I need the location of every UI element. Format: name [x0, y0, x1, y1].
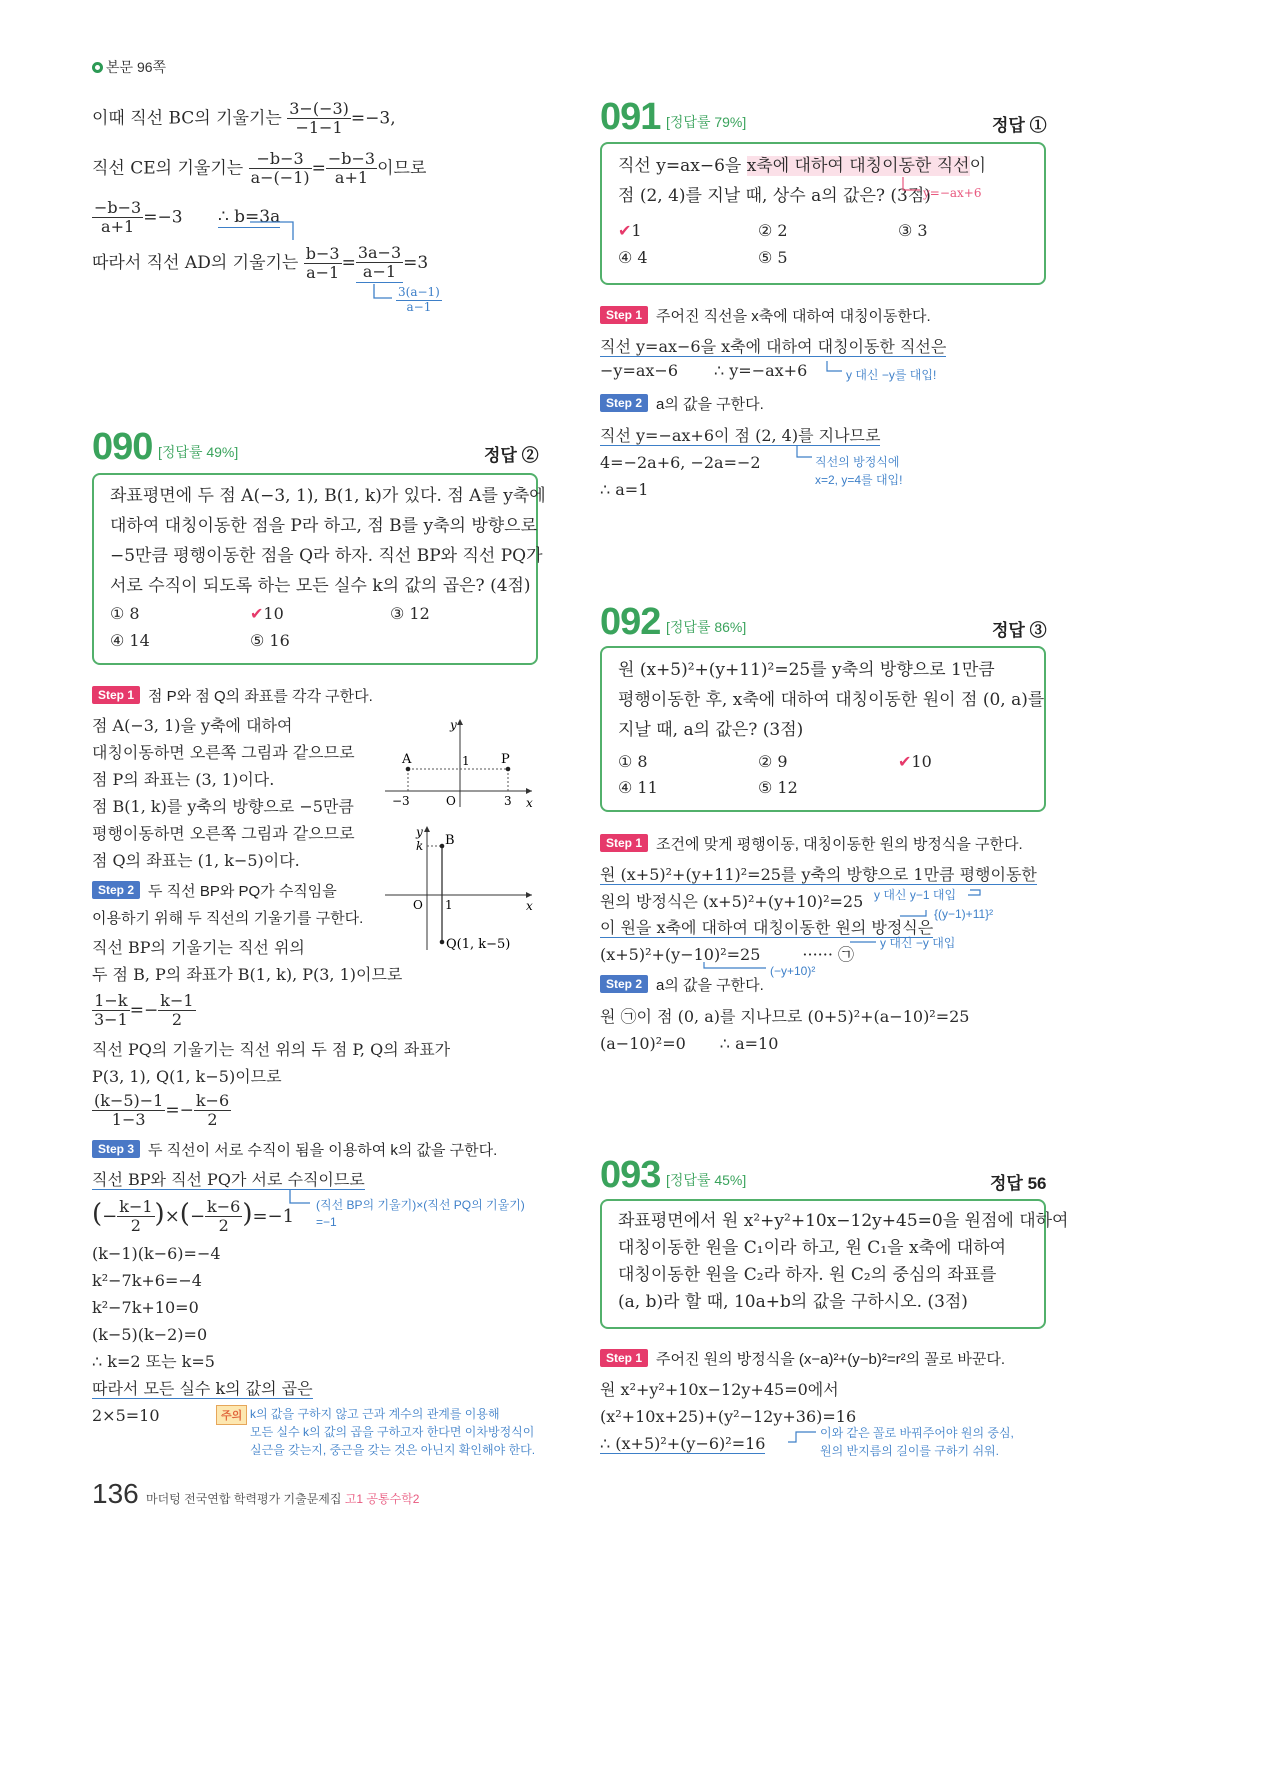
- caution-text: k의 값을 구하지 않고 근과 계수의 관계를 이용해 모든 실수 k의 값의 곱을 구하고자 한다면 이차방정식이 실근을 갖는지, 중근을 갖는 것은 아닌지 확인해야 한다.: [250, 1407, 536, 1457]
- page-reference: 본문 96쪽: [92, 57, 166, 77]
- question-note: y=−ax+6: [923, 186, 982, 200]
- choice-2[interactable]: ✔10: [250, 604, 284, 623]
- choice-1[interactable]: ✔1: [618, 221, 642, 240]
- answer-label: 정답 ②: [484, 446, 539, 465]
- fraction: $\frac{-b-3}{a+1}$: [94, 198, 142, 237]
- choice-4[interactable]: ④ 14: [110, 631, 150, 650]
- step1-line4: (x+5)²+(y−10)²=25 ······ ㉠: [600, 945, 854, 964]
- step2-note-arrow: [794, 444, 816, 464]
- bp-slope-line: $\frac{1-k}{3-1}$ =− $\frac{k-1}{2}$: [94, 991, 194, 1030]
- choice-3[interactable]: ③ 12: [390, 604, 430, 623]
- product-note-arrow: [0, 0, 560, 1230]
- step1-line1: 원 (x+5)²+(y+11)²=25를 y축의 방향으로 1만큼 평행이동한: [600, 865, 1037, 884]
- problem-number-091: 091: [600, 96, 661, 138]
- ad-slope-note: $\frac{3(a-1)}{a-1}$: [398, 285, 440, 314]
- svg-text:B: B: [445, 833, 455, 848]
- svg-text:A: A: [402, 752, 412, 767]
- step1-line1: 직선 y=ax−6을 x축에 대하여 대칭이동한 직선은: [600, 337, 947, 356]
- caution-note: [216, 1404, 247, 1425]
- step1-note-arrows: [600, 880, 1030, 980]
- step1-note3: (−y+10)²: [770, 964, 816, 978]
- svg-text:Q(1, k−5): Q(1, k−5): [446, 937, 511, 952]
- svg-text:1: 1: [445, 898, 453, 912]
- step1-note1b: {(y−1)+11}²: [934, 907, 994, 921]
- step1-line2: −y=ax−6 ∴ y=−ax+6: [600, 361, 808, 380]
- step1-note2: y 대신 −y 대입: [880, 936, 956, 950]
- ce-slope-line: 직선 CE의 기울기는 $\frac{-b-3}{a-(-1)}$ = $\frac{-b-3}{a+1}$ 이므로: [92, 149, 427, 188]
- step1-note: y 대신 −y를 대입!: [846, 368, 937, 382]
- question-text: 원 (x+5)²+(y+11)²=25를 y축의 방향으로 1만큼 평행이동한 후, x축에 대하여 대칭이동한 원이 점 (0, a)를 지날 때, a의 값은? (3점): [618, 660, 1045, 740]
- correct-rate: [정답률 49%]: [158, 444, 239, 460]
- choice-3[interactable]: ③ 3: [898, 221, 928, 240]
- step2-body: 직선 y=−ax+6이 점 (2, 4)를 지나므로 4=−2a+6, −2a=−2 ∴ a=1: [600, 426, 881, 499]
- choice-5[interactable]: ⑤ 12: [758, 778, 798, 797]
- problem-number-090: 090: [92, 426, 153, 468]
- step3-body: (k−1)(k−6)=−4 k²−7k+6=−4 k²−7k+10=0 (k−5)(k−2)=0 ∴ k=2 또는 k=5 따라서 모든 실수 k의 값의 곱은 2×5=10: [92, 1244, 313, 1425]
- step1-body: 원 x²+y²+10x−12y+45=0에서 (x²+10x+25)+(y²−12y+36)=16 ∴ (x+5)²+(y−6)²=16: [600, 1380, 857, 1453]
- question-text: 좌표평면에 두 점 A(−3, 1), B(1, k)가 있다. 점 A를 y축에 대하여 대칭이동한 점을 P라 하고, 점 B를 y축의 방향으로 −5만큼 평행이동한 점을 Q라 하자. 직선 BP와 직선 PQ가 서로 수직이 되도록 하는 모든 실수 k의 값의 곱은? (4점): [110, 486, 546, 596]
- svg-text:y: y: [450, 718, 457, 732]
- choice-4[interactable]: ④ 11: [618, 778, 658, 797]
- caution-badge: 주의: [216, 1405, 247, 1425]
- correct-rate: [정답률 79%]: [666, 114, 747, 130]
- step2-heading: Step 2 a의 값을 구한다.: [600, 393, 764, 414]
- step2-heading-cont: 이용하기 위해 두 직선의 기울기를 구한다.: [92, 910, 364, 927]
- step1-heading: Step 1 주어진 직선을 x축에 대하여 대칭이동한다.: [600, 305, 931, 326]
- step1-note: 이와 같은 꼴로 바꿔주어야 원의 중심, 원의 반지름의 길이를 구하기 쉬워.: [820, 1426, 1014, 1458]
- choice-2[interactable]: ② 9: [758, 752, 788, 771]
- choice-1[interactable]: ① 8: [618, 752, 648, 771]
- perpendicular-product: (− $\frac{k-1}{2}$ )×(− $\frac{k-6}{2}$ )=−1: [92, 1197, 295, 1236]
- svg-text:3: 3: [504, 794, 512, 808]
- svg-text:x: x: [526, 796, 533, 810]
- step1-note-arrow: [786, 1426, 820, 1448]
- answer-label: 정답 ①: [992, 116, 1047, 135]
- ce-equation-line: $\frac{-b-3}{a+1}$ =−3 ∴ b=3a: [94, 198, 281, 237]
- svg-text:k: k: [416, 839, 424, 853]
- svg-text:1: 1: [462, 754, 470, 768]
- pq-slope-line: $\frac{(k-5)-1}{1-3}$ =− $\frac{k-6}{2}$: [94, 1091, 230, 1130]
- step1-heading: Step 1 주어진 원의 방정식을 (x−a)²+(y−b)²=r²의 꼴로 바꾼다.: [600, 1348, 1005, 1369]
- check-mark-icon: ✔: [898, 752, 912, 771]
- step1-heading: Step 1 조건에 맞게 평행이동, 대칭이동한 원의 방정식을 구한다.: [600, 833, 1023, 854]
- fraction: $\frac{3-(-3)}{-1-1}$: [289, 99, 349, 138]
- step1-note-arrow: [824, 360, 846, 378]
- step2-heading: Step 2 a의 값을 구한다.: [600, 974, 764, 995]
- footer-title: 마더텅 전국연합 학력평가 기출문제집 고1 공통수학2: [146, 1492, 420, 1506]
- svg-text:x: x: [526, 899, 533, 913]
- answer-label: 정답 ③: [992, 621, 1047, 640]
- fraction: $\frac{3a-3}{a-1}$: [357, 243, 402, 282]
- step2-body: 직선 BP의 기울기는 직선 위의 두 점 B, P의 좌표가 B(1, k), P(3, 1)이므로: [92, 938, 403, 984]
- step2-body-2: 직선 PQ의 기울기는 직선 위의 두 점 P, Q의 좌표가 P(3, 1), Q(1, k−5)이므로: [92, 1040, 451, 1086]
- correct-rate: [정답률 86%]: [666, 619, 747, 635]
- choice-2[interactable]: ② 2: [758, 221, 788, 240]
- choice-3[interactable]: ✔10: [898, 752, 932, 771]
- answer-label: 정답 56: [990, 1174, 1047, 1193]
- step3-heading: Step 3 두 직선이 서로 수직이 됨을 이용하여 k의 값을 구한다.: [92, 1139, 497, 1160]
- step2-heading: Step 2 두 직선 BP와 PQ가 수직임을: [92, 880, 337, 901]
- fraction: $\frac{-b-3}{a+1}$: [327, 149, 376, 188]
- step2-body: 원 ㉠이 점 (0, a)를 지나므로 (0+5)²+(a−10)²=25 (a−10)²=0 ∴ a=10: [600, 1007, 970, 1053]
- step2-note: 직선의 방정식에 x=2, y=4를 대입!: [815, 455, 903, 487]
- fraction: $\frac{b-3}{a-1}$: [305, 243, 340, 282]
- step1-line2: 원의 방정식은 (x+5)²+(y+10)²=25: [600, 892, 864, 911]
- ad-slope-line: 따라서 직선 AD의 기울기는 $\frac{b-3}{a-1}$ = $\frac{3a-3}{a-1}$ =3: [92, 243, 429, 282]
- svg-text:O: O: [413, 898, 423, 912]
- correct-rate: [정답률 45%]: [666, 1172, 747, 1188]
- svg-text:P: P: [501, 752, 510, 767]
- question-text: 직선 y=ax−6을 x축에 대하여 대칭이동한 직선이 점 (2, 4)를 지날 때, 상수 a의 값은? (3점): [618, 156, 987, 206]
- step1-note1: y 대신 y−1 대입: [874, 888, 957, 902]
- problem-number-092: 092: [600, 601, 661, 643]
- product-note: (직선 BP의 기울기)×(직선 PQ의 기울기) =−1: [316, 1198, 525, 1229]
- bc-slope-line: 이때 직선 BC의 기울기는 $\frac{3-(-3)}{-1-1}$ =−3,: [92, 99, 396, 138]
- problem-number-093: 093: [600, 1154, 661, 1196]
- svg-text:−3: −3: [392, 794, 410, 808]
- step1-body: 점 A(−3, 1)을 y축에 대하여 대칭이동하면 오른쪽 그림과 같으므로 점 P의 좌표는 (3, 1)이다. 점 B(1, k)를 y축의 방향으로 −5만큼 평행이동하면 오른쪽 그림과 같으므로 점 Q의 좌표는 (1, k−5)이다.: [92, 716, 355, 870]
- choice-5[interactable]: ⑤ 16: [250, 631, 290, 650]
- step3-line1: 직선 BP와 직선 PQ가 서로 수직이므로: [92, 1170, 365, 1189]
- choice-1[interactable]: ① 8: [110, 604, 140, 623]
- svg-text:O: O: [446, 794, 456, 808]
- question-text: 좌표평면에서 원 x²+y²+10x−12y+45=0을 원점에 대하여 대칭이동한 원을 C₁이라 하고, 원 C₁을 x축에 대하여 대칭이동한 원을 C₂라 하자. 원 C₂의 중심의 좌표를 (a, b)라 할 때, 10a+b의 값을 구하시오. (3점): [618, 1211, 1069, 1312]
- fraction: $\frac{-b-3}{a-(-1)}$: [250, 149, 310, 188]
- question-note-arrow: [900, 175, 925, 197]
- step1-heading: Step 1 점 P와 점 Q의 좌표를 각각 구한다.: [92, 685, 373, 706]
- step1-line3: 이 원을 x축에 대하여 대칭이동한 원의 방정식은: [600, 918, 934, 937]
- check-mark-icon: ✔: [250, 604, 264, 623]
- page-number: 136: [92, 1478, 139, 1509]
- check-mark-icon: ✔: [618, 221, 632, 240]
- svg-text:y: y: [416, 825, 423, 839]
- choice-4[interactable]: ④ 4: [618, 248, 648, 267]
- choice-5[interactable]: ⑤ 5: [758, 248, 788, 267]
